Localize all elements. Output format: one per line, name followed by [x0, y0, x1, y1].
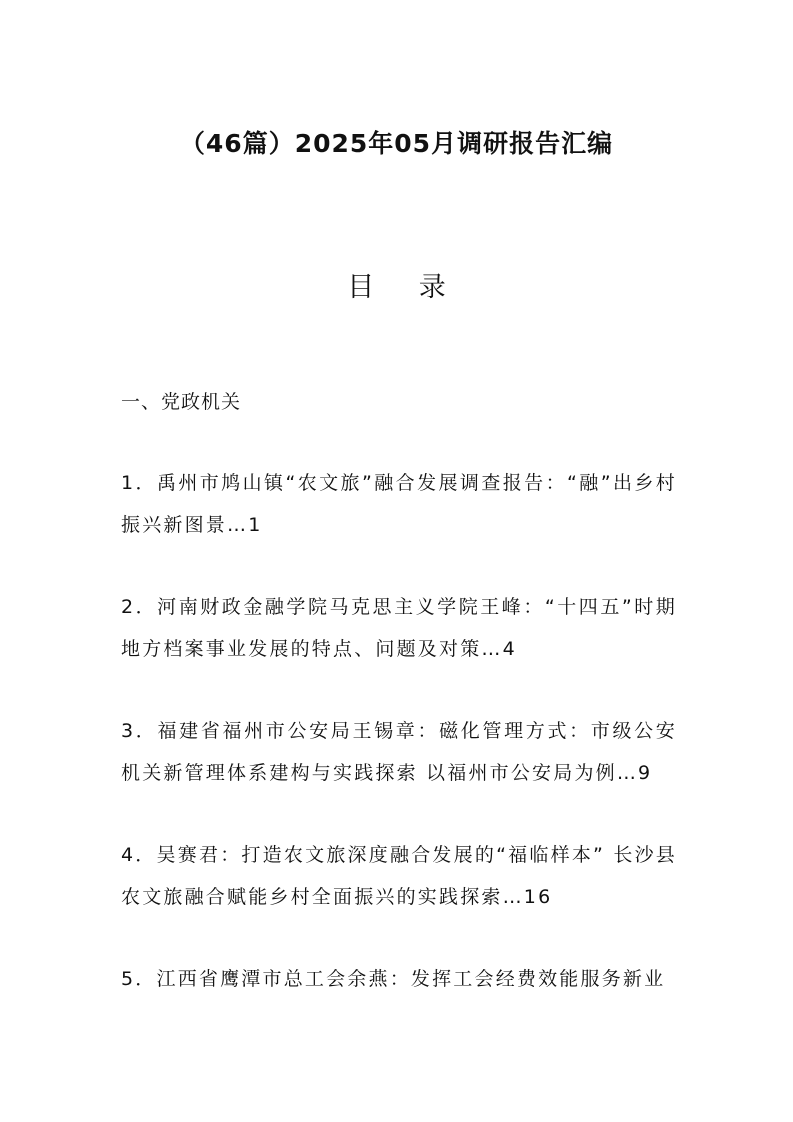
document-title: （46篇）2025年05月调研报告汇编 [179, 129, 614, 158]
toc-item[interactable] [121, 710, 677, 794]
toc-item-text: 福建省福州市公安局王锡章：磁化管理方式：市级公安机关新管理体系建构与实践探索 以福州市公安局为例…9 [121, 720, 677, 784]
toc-heading: 目 录 [347, 272, 464, 303]
toc-item-text: 禹州市鸠山镇“农文旅”融合发展调查报告：“融”出乡村振兴新图景…1 [121, 472, 677, 536]
section-heading: 一、党政机关 [121, 391, 242, 413]
toc-item-number: 5． [121, 968, 157, 990]
toc-item-number: 2． [121, 596, 158, 618]
toc-item-text: 江西省鹰潭市总工会余燕：发挥工会经费效能服务新业 [156, 968, 666, 990]
toc-item-number: 3． [121, 720, 158, 742]
toc-item-text: 吴赛君：打造农文旅深度融合发展的“福临样本” 长沙县农文旅融合赋能乡村全面振兴的实践探索…16 [121, 844, 677, 908]
toc-list [121, 462, 677, 1040]
toc-item[interactable] [121, 834, 677, 918]
toc-item[interactable] [121, 586, 677, 670]
toc-item-number: 4． [121, 844, 157, 866]
toc-item-text: 河南财政金融学院马克思主义学院王峰：“十四五”时期地方档案事业发展的特点、问题及对策…4 [121, 596, 677, 660]
toc-item-number: 1． [121, 472, 157, 494]
toc-item[interactable] [121, 462, 677, 546]
toc-item[interactable] [121, 958, 677, 1000]
